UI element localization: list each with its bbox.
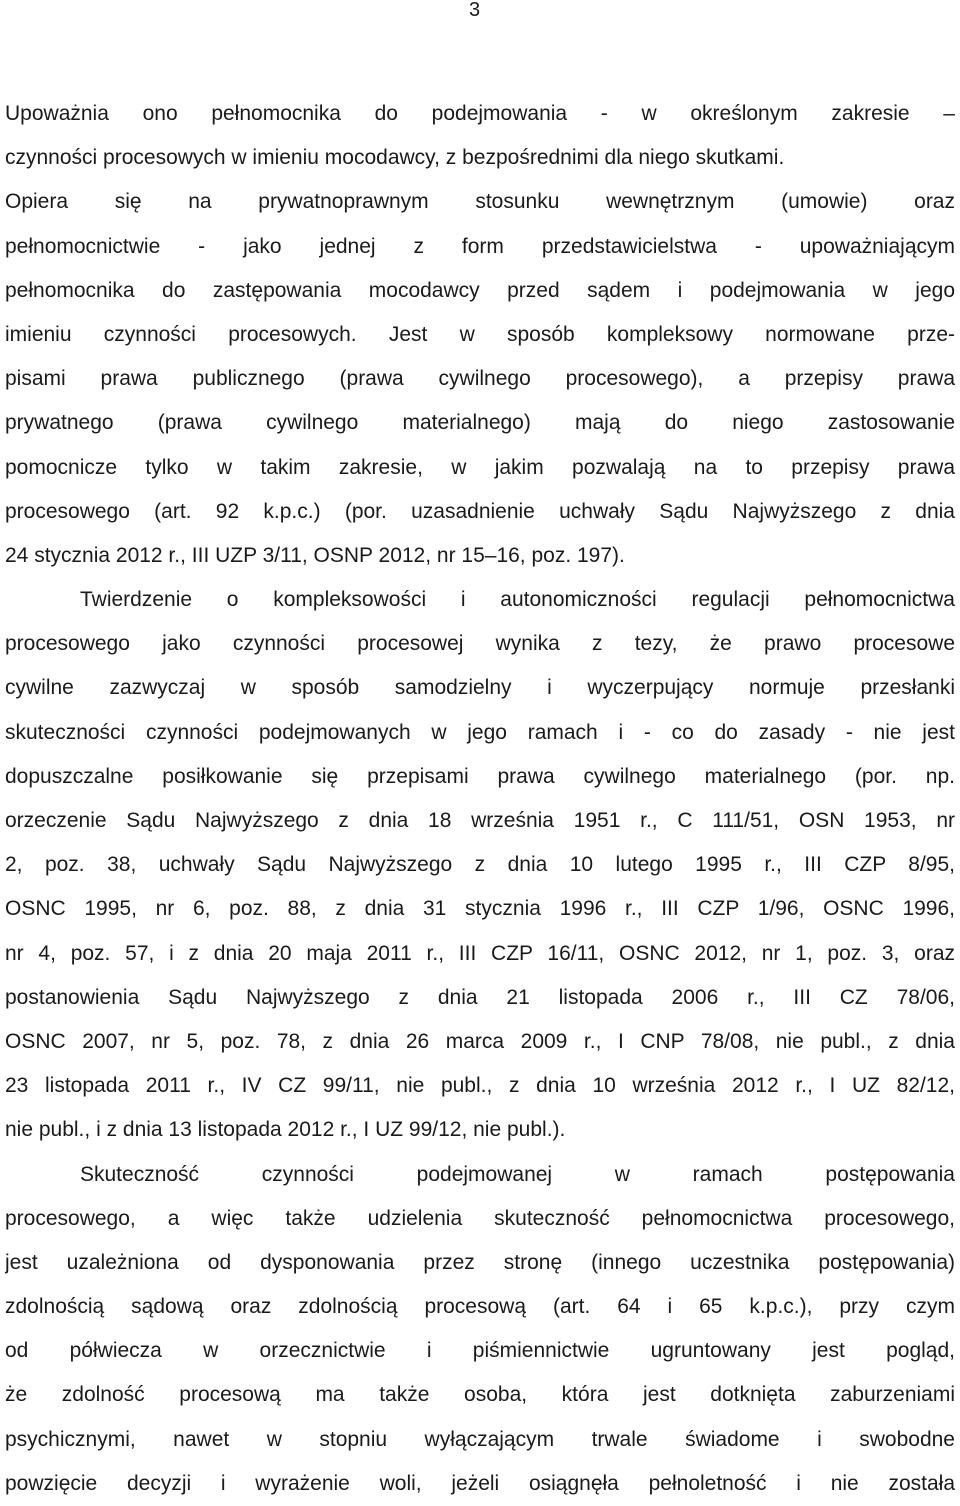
- paragraph-first-line: Skuteczność czynności podejmowanej w ramach postępowania: [80, 1162, 955, 1186]
- document-body: [5, 92, 955, 1506]
- text-line: skuteczności czynności podejmowanych w jego ramach i - co do zasady - nie jest: [5, 720, 955, 744]
- text-line: OSNC 2007, nr 5, poz. 78, z dnia 26 marca 2009 r., I CNP 78/08, nie publ., z dnia: [5, 1029, 955, 1053]
- text-line: dopuszczalne posiłkowanie się przepisami prawa cywilnego materialnego (por. np.: [5, 764, 955, 788]
- text-line: orzeczenie Sądu Najwyższego z dnia 18 września 1951 r., C 111/51, OSN 1953, nr: [5, 809, 955, 832]
- page-number: 3: [469, 0, 481, 21]
- text-line: nr 4, poz. 57, i z dnia 20 maja 2011 r., III CZP 16/11, OSNC 2012, nr 1, poz. 3, oraz: [5, 941, 955, 965]
- text-line: czynności procesowych w imieniu mocodawcy, z bezpośrednimi dla niego skutkami.: [5, 146, 785, 170]
- text-line: Opiera się na prywatnoprawnym stosunku wewnętrznym (umowie) oraz: [5, 190, 955, 214]
- text-line: procesowego jako czynności procesowej wynika z tezy, że prawo procesowe: [5, 632, 955, 656]
- text-line: 24 stycznia 2012 r., III UZP 3/11, OSNP 2012, nr 15–16, poz. 197).: [5, 543, 625, 567]
- text-line: imieniu czynności procesowych. Jest w sposób kompleksowy normowane prze-: [5, 322, 955, 346]
- text-line: procesowego (art. 92 k.p.c.) (por. uzasadnienie uchwały Sądu Najwyższego z dnia: [5, 499, 955, 523]
- text-line: jest uzależniona od dysponowania przez stronę (innego uczestnika postępowania): [5, 1250, 955, 1274]
- text-line: zdolnością sądową oraz zdolnością procesową (art. 64 i 65 k.p.c.), przy czym: [5, 1295, 955, 1319]
- text-line: Upoważnia ono pełnomocnika do podejmowania - w określonym zakresie –: [5, 102, 955, 125]
- text-line: 23 listopada 2011 r., IV CZ 99/11, nie publ., z dnia 10 września 2012 r., I UZ 82/12,: [5, 1074, 955, 1098]
- paragraph-first-line: Twierdzenie o kompleksowości i autonomiczności regulacji pełnomocnictwa: [80, 588, 955, 612]
- text-line: powzięcie decyzji i wyrażenie woli, jeżeli osiągnęła pełnoletność i nie została: [5, 1471, 955, 1495]
- text-line: OSNC 1995, nr 6, poz. 88, z dnia 31 stycznia 1996 r., III CZP 1/96, OSNC 1996,: [5, 897, 955, 921]
- text-line: prywatnego (prawa cywilnego materialnego) mają do niego zastosowanie: [5, 411, 955, 435]
- text-line: pełnomocnika do zastępowania mocodawcy przed sądem i podejmowania w jego: [5, 278, 955, 302]
- text-line: pomocnicze tylko w takim zakresie, w jakim pozwalają na to przepisy prawa: [5, 455, 955, 479]
- text-line: pełnomocnictwie - jako jednej z form przedstawicielstwa - upoważniającym: [5, 234, 955, 258]
- text-line: cywilne zazwyczaj w sposób samodzielny i wyczerpujący normuje przesłanki: [5, 676, 955, 700]
- text-line: nie publ., i z dnia 13 listopada 2012 r., I UZ 99/12, nie publ.).: [5, 1118, 566, 1142]
- text-line: od półwiecza w orzecznictwie i piśmiennictwie ugruntowany jest pogląd,: [5, 1339, 955, 1363]
- text-line: pisami prawa publicznego (prawa cywilnego procesowego), a przepisy prawa: [5, 367, 955, 391]
- text-line: psychicznymi, nawet w stopniu wyłączającym trwale świadome i swobodne: [5, 1427, 955, 1451]
- text-line: 2, poz. 38, uchwały Sądu Najwyższego z dnia 10 lutego 1995 r., III CZP 8/95,: [5, 853, 955, 877]
- text-line: postanowienia Sądu Najwyższego z dnia 21 listopada 2006 r., III CZ 78/06,: [5, 985, 955, 1009]
- text-line: procesowego, a więc także udzielenia skuteczność pełnomocnictwa procesowego,: [5, 1206, 955, 1230]
- text-line: że zdolność procesową ma także osoba, która jest dotknięta zaburzeniami: [5, 1383, 955, 1407]
